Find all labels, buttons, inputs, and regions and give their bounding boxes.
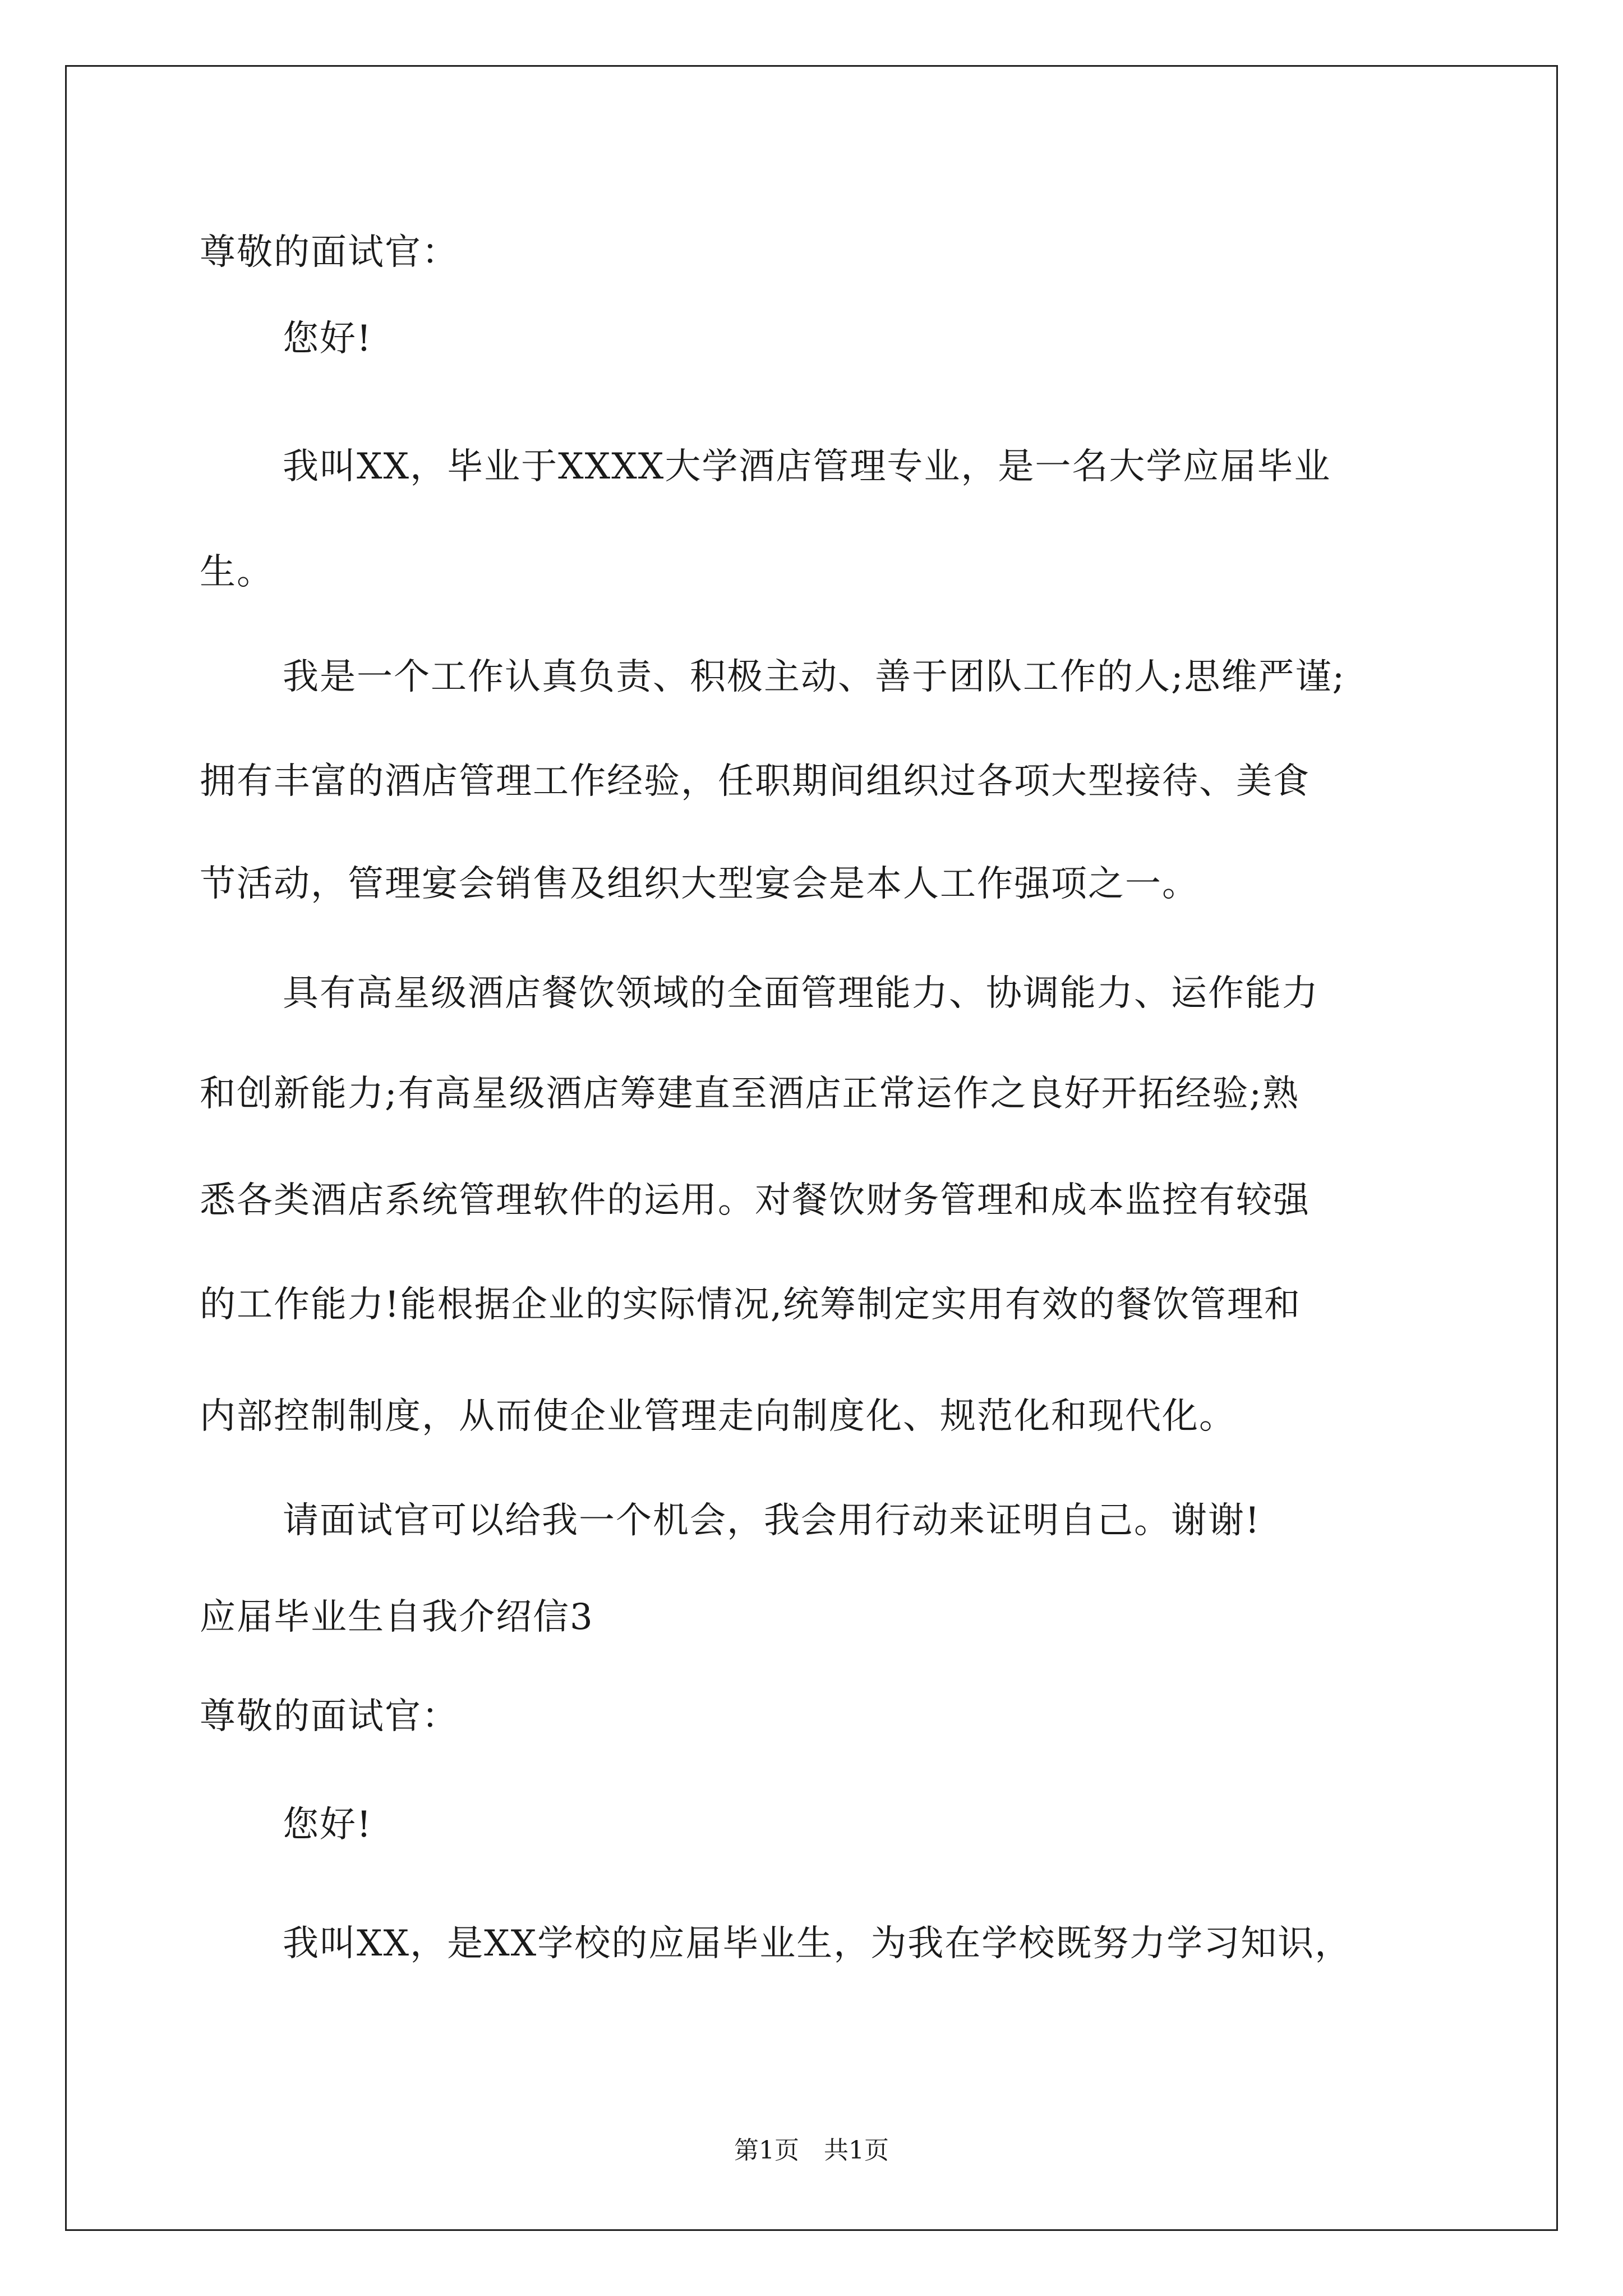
page-number-footer: 第1页 共1页 — [734, 2136, 889, 2165]
paragraph-line: 的工作能力!能根据企业的实际情况,统筹制定实用有效的餐饮管理和 — [200, 1284, 1302, 1326]
paragraph-line: 我叫XX，毕业于XXXX大学酒店管理专业，是一名大学应届毕业 — [283, 446, 1331, 487]
paragraph-line: 和创新能力;有高星级酒店筹建直至酒店正常运作之良好开拓经验;熟 — [200, 1073, 1300, 1115]
paragraph-line: 请面试官可以给我一个机会，我会用行动来证明自己。谢谢! — [283, 1500, 1261, 1542]
paragraph-line: 生。 — [200, 551, 274, 593]
salutation: 尊敬的面试官： — [200, 1696, 459, 1737]
paragraph-line: 我是一个工作认真负责、积极主动、善于团队工作的人;思维严谨; — [283, 656, 1346, 698]
greeting: 您好! — [283, 318, 372, 360]
paragraph-line: 内部控制制度，从而使企业管理走向制度化、规范化和现代化。 — [200, 1396, 1236, 1437]
salutation: 尊敬的面试官： — [200, 232, 459, 273]
paragraph-line: 悉各类酒店系统管理软件的运用。对餐饮财务管理和成本监控有较强 — [200, 1180, 1310, 1221]
paragraph-line: 我叫XX，是XX学校的应届毕业生，为我在学校既努力学习知识， — [283, 1923, 1352, 1964]
greeting: 您好! — [283, 1804, 372, 1846]
paragraph-line: 拥有丰富的酒店管理工作经验，任职期间组织过各项大型接待、美食 — [200, 761, 1310, 802]
paragraph-line: 节活动，管理宴会销售及组织大型宴会是本人工作强项之一。 — [200, 863, 1199, 905]
section-heading: 应届毕业生自我介绍信3 — [200, 1596, 594, 1638]
paragraph-line: 具有高星级酒店餐饮领域的全面管理能力、协调能力、运作能力 — [283, 973, 1319, 1014]
page-border — [65, 65, 1558, 2231]
